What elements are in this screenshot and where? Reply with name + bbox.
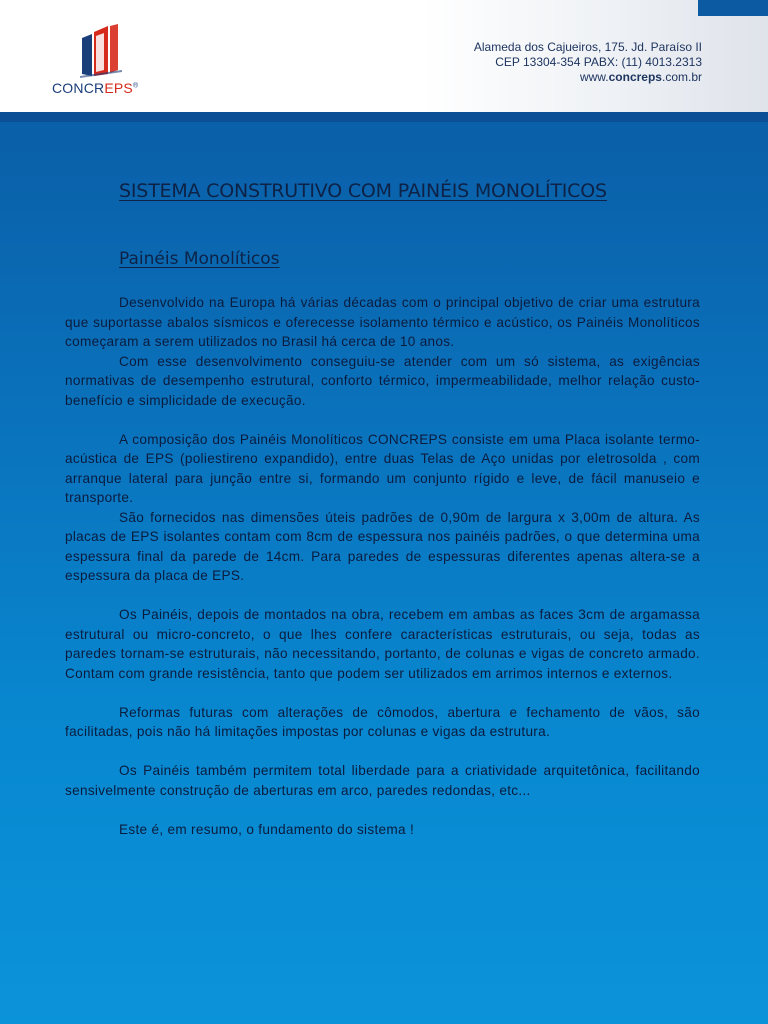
paragraph-7: Os Painéis também permitem total liberdade para a criatividade arquitetônica, facilitando sensivelmente construção de aberturas em arco, paredes redondas, etc...: [65, 763, 700, 798]
address-line-2: CEP 13304-354 PABX: (11) 4013.2313: [495, 55, 702, 69]
page-header: [0, 0, 768, 118]
header-divider-band: [0, 112, 768, 122]
logo-text-blue: CONCR: [52, 80, 105, 96]
website-domain: concreps: [608, 70, 662, 84]
paragraph-spacer: [65, 410, 700, 430]
paragraph-spacer: [65, 683, 700, 703]
paragraph-6: Reformas futuras com alterações de cômodos, abertura e fechamento de vãos, são facilitadas, pois não há limitações impostas por colunas e vigas da estrutura.: [65, 704, 700, 739]
logo-wordmark: [52, 80, 152, 96]
paragraph-spacer: [65, 586, 700, 606]
paragraph-3: A composição dos Painéis Monolíticos CONCREPS consiste em uma Placa isolante termo-acústica de EPS (poliestireno expandido), entre duas Telas de Aço unidas por eletrosolda , com arranque lateral para junção entre si, formando um conjunto rígido e leve, de fácil manuseio e transporte.: [65, 431, 700, 505]
document-body: [65, 293, 700, 839]
paragraph-spacer: [65, 742, 700, 762]
logo-registered-mark: ®: [132, 82, 139, 90]
section-heading: Painéis Monolíticos: [119, 249, 280, 269]
paragraph-5: Os Painéis, depois de montados na obra, recebem em ambas as faces 3cm de argamassa estrutural ou micro-concreto, o que lhes confere características estruturais, ou seja, todas as paredes tornam-se estruturais, não necessitando, portanto, de colunas e vigas de concreto armado. Contam com grande resistência, tanto que podem ser utilizados em arrimos internos e externos.: [65, 607, 700, 681]
header-top-accent: [698, 0, 768, 16]
logo-text-red: EPS: [104, 80, 133, 96]
document-title: SISTEMA CONSTRUTIVO COM PAINÉIS MONOLÍTICOS: [119, 180, 607, 202]
paragraph-2: Com esse desenvolvimento conseguiu-se atender com um só sistema, as exigências normativas de desempenho estrutural, conforto térmico, impermeabilidade, melhor relação custo-benefício e simplicidade de execução.: [65, 353, 700, 408]
website-suffix: .com.br: [661, 70, 702, 84]
paragraph-1: Desenvolvido na Europa há várias décadas com o principal objetivo de criar uma estrutura que suportasse abalos sísmicos e oferecesse isolamento térmico e acústico, os Painéis Monolíticos começaram a serem utilizados no Brasil há cerca de 10 anos.: [65, 295, 700, 349]
concreps-logo: [52, 20, 152, 102]
paragraph-8: Este é, em resumo, o fundamento do sistema !: [119, 821, 415, 837]
website-prefix: www.: [579, 70, 609, 84]
website-link[interactable]: [474, 70, 702, 85]
paragraph-4: São fornecidos nas dimensões úteis padrões de 0,90m de largura x 3,00m de altura. As placas de EPS isolantes contam com 8cm de espessura nos painéis padrões, o que determina uma espessura final da parede de 14cm. Para paredes de espessuras diferentes apenas altera-se a espessura da placa de EPS.: [65, 509, 700, 583]
company-address: [474, 40, 702, 85]
paragraph-spacer: [65, 800, 700, 820]
logo-mark-icon: [78, 24, 124, 78]
address-line-1: Alameda dos Cajueiros, 175. Jd. Paraíso II: [473, 40, 702, 54]
